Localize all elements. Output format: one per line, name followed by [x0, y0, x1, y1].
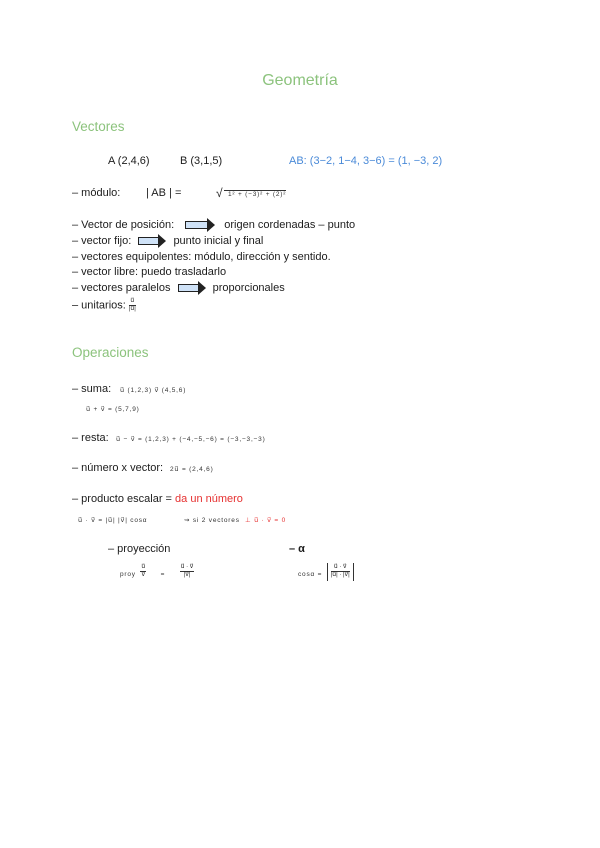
arrow-right-icon — [138, 237, 158, 245]
vector-posicion-label: – Vector de posición: — [72, 219, 175, 231]
modulo-expr: | AB | = — [146, 187, 182, 199]
proyeccion-formula: proy $\frac{u⃗}{v⃗}$ = $\frac{u⃗ \cdot v⃗}{|v⃗|}$ — [120, 564, 194, 579]
modulo-formula: 1² + (−3)² + (2)² — [224, 190, 286, 198]
vector-posicion-value: origen cordenadas – punto — [224, 219, 356, 231]
vector-posicion-line — [72, 219, 355, 231]
producto-escalar-line — [72, 493, 243, 505]
resta-expr: u⃗ − v⃗ = (1,2,3) + (−4,−5,−6) = (−3,−3,−3) — [116, 436, 266, 443]
vector-fijo-label: – vector fijo: — [72, 235, 132, 247]
suma-vectors: u⃗ (1,2,3) v⃗ (4,5,6) — [120, 387, 187, 394]
vector-libre: – vector libre: puedo trasladarlo — [72, 266, 227, 278]
numero-vector-label: – número x vector: — [72, 462, 164, 474]
vector-fijo-value: punto inicial y final — [173, 235, 264, 247]
arrow-right-icon — [185, 221, 207, 229]
point-a: A (2,4,6) — [108, 155, 150, 167]
proyeccion-label: – proyección — [108, 543, 171, 555]
vector-ab: AB: (3−2, 1−4, 3−6) = (1, −3, 2) — [289, 155, 443, 167]
arrow-right-icon — [178, 284, 198, 292]
section-heading-operaciones: Operaciones — [72, 345, 149, 360]
vectores-paralelos-label: – vectores paralelos — [72, 282, 171, 294]
numero-vector-expr: 2u⃗ = (2,4,6) — [170, 466, 214, 473]
vectores-paralelos-line — [72, 282, 285, 294]
suma-result: u⃗ + v⃗ = (5,7,9) — [86, 406, 140, 413]
unitarios-label: – unitarios: — [72, 299, 126, 312]
cos-alpha-formula: cosα = $\frac{u⃗ \cdot v⃗}{|u⃗| \cdot |v⃗|}$ — [298, 563, 354, 581]
radical-sign: √ — [216, 186, 223, 200]
suma-label: – suma: — [72, 383, 112, 395]
section-heading-vectores: Vectores — [72, 119, 125, 134]
point-b: B (3,1,5) — [180, 155, 223, 167]
vector-fijo-line — [72, 235, 263, 247]
modulo-label: – módulo: — [72, 187, 121, 199]
unitarios-fraction: $\frac{u⃗}{|u⃗|}$ — [128, 298, 136, 312]
producto-escalar-formula: u⃗ · v⃗ = |u⃗| |v⃗| cosα — [78, 517, 148, 524]
producto-escalar-perpendicular: ⊥ u⃗ · v⃗ = 0 — [245, 517, 287, 524]
producto-escalar-highlight: da un número — [175, 493, 243, 505]
alpha-label: – α — [289, 543, 305, 555]
producto-escalar-note: ⇝ si 2 vectores — [184, 517, 240, 524]
vectores-paralelos-value: proporcionales — [212, 282, 285, 294]
producto-escalar-label: – producto escalar = — [72, 493, 176, 505]
vectores-equipolentes: – vectores equipolentes: módulo, dirección y sentido. — [72, 251, 331, 263]
unitarios-line — [72, 298, 136, 313]
page-title: Geometría — [262, 72, 338, 89]
resta-label: – resta: — [72, 432, 109, 444]
